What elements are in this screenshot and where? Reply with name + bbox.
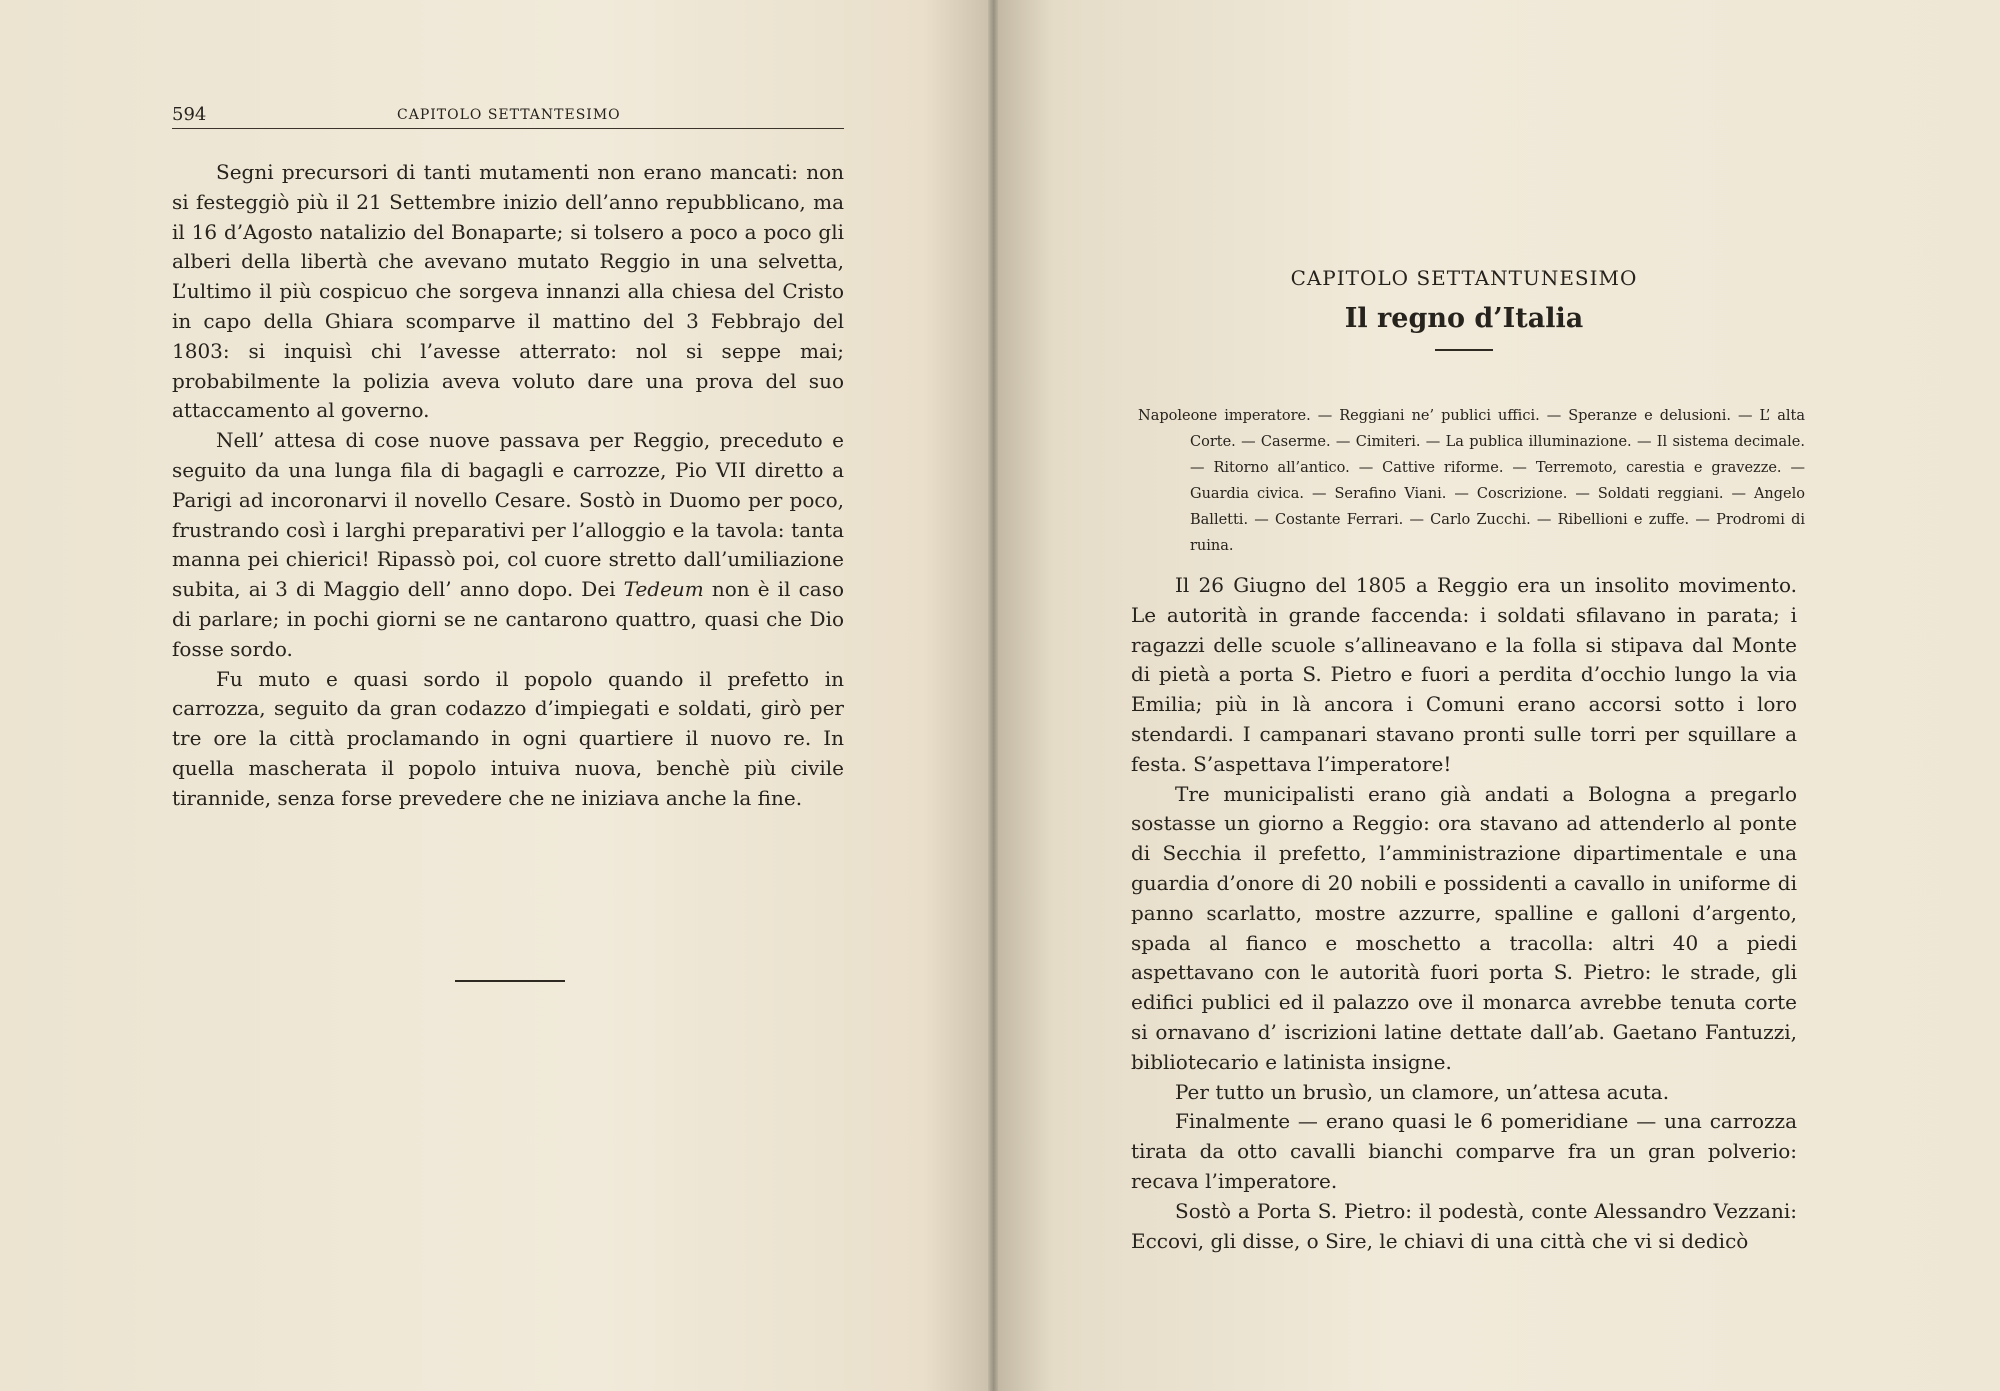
paragraph-text: non è il caso di parlare; in pochi giorni se ne cantarono quattro, quasi che Dio fosse sordo.	[172, 577, 844, 661]
book-gutter	[988, 0, 998, 1391]
title-rule	[1435, 349, 1493, 351]
head-rule	[172, 128, 844, 129]
paragraph: Finalmente — erano quasi le 6 pomeridiane — una carrozza tirata da otto cavalli bianchi comparve fra un gran polverio: recava l’imperatore.	[1131, 1109, 1797, 1193]
paragraph: Per tutto un brusìo, un clamore, un’attesa acuta.	[1175, 1079, 1670, 1104]
left-page	[0, 0, 993, 1391]
paragraph: Il 26 Giugno del 1805 a Reggio era un insolito movimento. Le autorità in grande faccenda: i soldati sfilavano in parata; i ragazzi delle scuole s’allineavano e la folla si stipava dal Monte di pietà a porta S. Pietro e fuori a perdita d’occhio lungo la via Emilia; più in là ancora i Comuni erano accorsi sotto i loro stendardi. I campanari stavano pronti sulle torri per squillare a festa. S’aspettava l’imperatore!	[1131, 573, 1797, 776]
paragraph	[172, 426, 844, 664]
paragraph: Sostò a Porta S. Pietro: il podestà, conte Alessandro Vezzani: Eccovi, gli disse, o Sire, le chiavi di una città che vi si dedicò	[1131, 1198, 1797, 1253]
chapter-end-rule	[455, 980, 565, 982]
running-head	[172, 104, 844, 130]
paragraph-text: Nell’ attesa di cose nuove passava per Reggio, preceduto e seguito da una lunga fila di bagagli e carrozze, Pio VII diretto a Parigi ad incoronarvi il novello Cesare. Sostò in Duomo per poco, frustrando così i larghi preparativi per l’alloggio e la tavola: tanta manna pei chierici! Ripassò poi, col cuore stretto dall’umiliazione subita, ai 3 di Maggio dell’ anno dopo. Dei	[172, 428, 844, 602]
left-body-text	[172, 158, 844, 814]
paragraph: Segni precursori di tanti mutamenti non erano mancati: non si festeggiò più il 21 Settembre inizio dell’anno repubblicano, ma il 16 d’Agosto natalizio del Bonaparte; si tolsero a poco a poco gli alberi della libertà che avevano mutato Reggio in una selvetta, L’ultimo il più cospicuo che sorgeva innanzi alla chiesa del Cristo in capo della Ghiara scomparve il mattino del 3 Febbrajo del 1803: si inquisì chi l’avesse atterrato: nol si seppe mai; probabilmente la polizia aveva voluto dare una prova del suo attaccamento al governo.	[172, 160, 844, 423]
chapter-title: Il regno d’Italia	[1344, 303, 1584, 334]
chapter-summary: Napoleone imperatore. — Reggiani ne’ publici uffici. — Speranze e delusioni. — L’ alta Corte. — Caserme. — Cimiteri. — La publica illuminazione. — Il sistema decimale. — Ritorno all’antico. — Cattive riforme. — Terremoto, carestia e gravezze. — Guardia civica. — Serafino Viani. — Coscrizione. — Soldati reggiani. — Angelo Balletti. — Costante Ferrari. — Carlo Zucchi. — Ribellioni e zuffe. — Prodromi di ruina.	[1138, 408, 1805, 554]
paragraph: Fu muto e quasi sordo il popolo quando il prefetto in carrozza, seguito da gran codazzo d’impiegati e soldati, girò per tre ore la città proclamando in ogni quartiere il nuovo re. In quella mascherata il popolo intuiva nuova, benchè più civile tirannide, senza forse prevedere che ne iniziava anche la fine.	[172, 666, 844, 810]
italic-word: Tedeum	[623, 577, 704, 602]
running-title: CAPITOLO SETTANTESIMO	[397, 107, 621, 123]
paragraph: Tre municipalisti erano già andati a Bologna a pregarlo sostasse un giorno a Reggio: ora stavano ad attenderlo al ponte di Secchia il prefetto, l’amministrazione dipartimentale e una guardia d’onore di 20 nobili e possidenti a cavallo in uniforme di panno scarlatto, mostre azzurre, spalline e galloni d’argento, spada al fianco e moschetto a tracolla: altri 40 a piedi aspettavano con le autorità fuori porta S. Pietro: le strade, gli edifici publici ed il palazzo ove il monarca avrebbe tenuta corte si ornavano d’ iscrizioni latine dettate dall’ab. Gaetano Fantuzzi, bibliotecario e latinista insigne.	[1131, 781, 1797, 1074]
chapter-label: CAPITOLO SETTANTUNESIMO	[1290, 266, 1638, 290]
page-number: 594	[172, 104, 207, 125]
right-body-text	[1131, 571, 1797, 1256]
